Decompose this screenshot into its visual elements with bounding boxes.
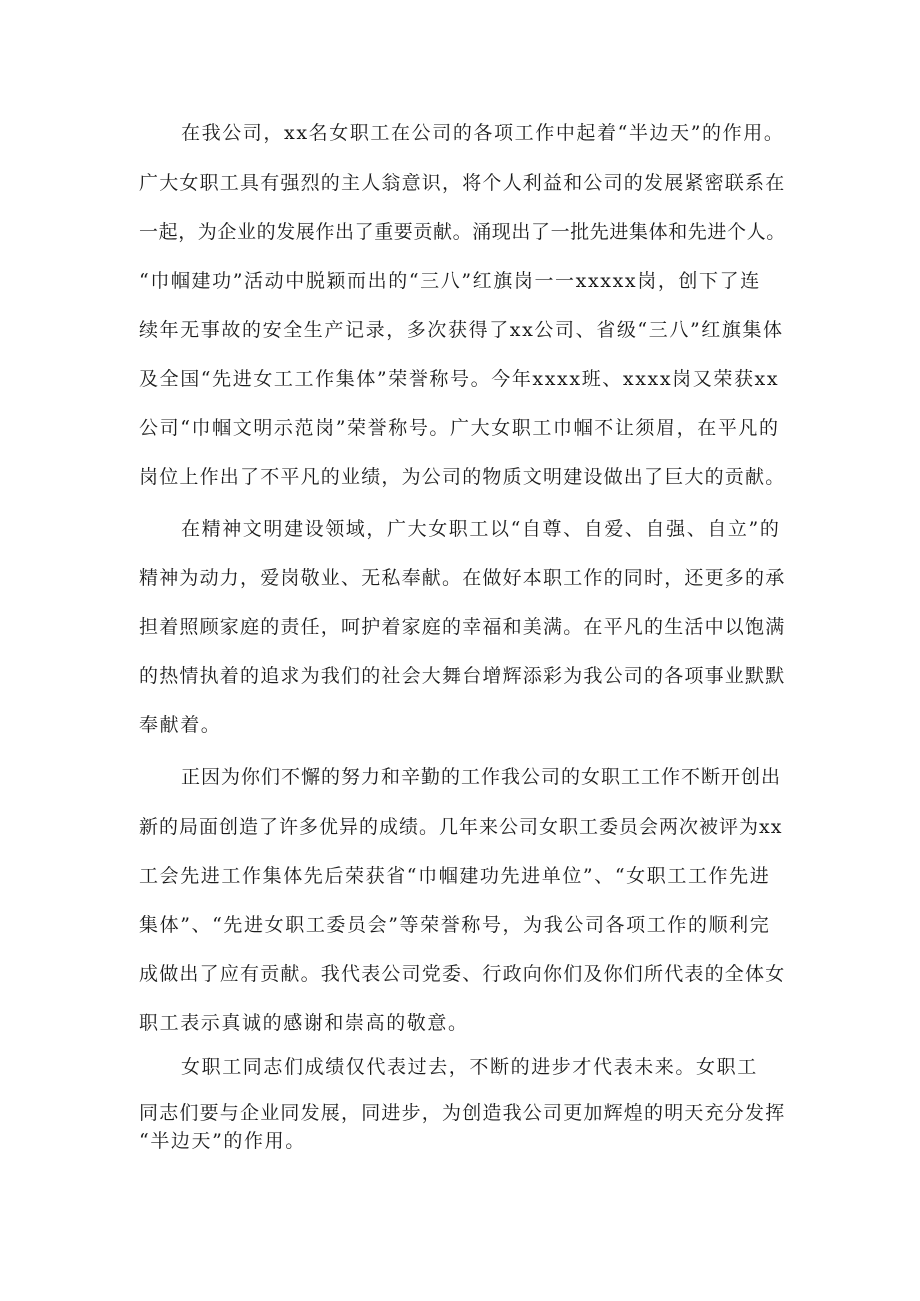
- paragraph-4-line-2: 同志们要与企业同发展，同进步，为创造我公司更加辉煌的明天充分发挥: [139, 1102, 786, 1124]
- paragraph-1-line-4: “巾帼建功”活动中脱颖而出的“三八”红旗岗一一xxxxx岗，创下了连: [139, 270, 761, 292]
- paragraph-2-line-5: 奉献着。: [139, 714, 222, 736]
- paragraph-2-line-1: 在精神文明建设领域，广大女职工以“自尊、自爱、自强、自立”的: [181, 518, 781, 540]
- paragraph-3-line-6: 职工表示真诚的感谢和崇高的敬意。: [139, 1012, 469, 1034]
- paragraph-1-line-8: 岗位上作出了不平凡的业绩，为公司的物质文明建设做出了巨大的贡献。: [139, 466, 786, 488]
- paragraph-3-line-4: 集体”、“先进女职工委员会”等荣誉称号，为我公司各项工作的顺利完: [139, 914, 771, 936]
- paragraph-4-line-1: 女职工同志们成绩仅代表过去，不断的进步才代表未来。女职工: [181, 1056, 758, 1078]
- paragraph-1-line-1: 在我公司，xx名女职工在公司的各项工作中起着“半边天”的作用。: [181, 122, 785, 144]
- paragraph-1-line-5: 续年无事故的安全生产记录，多次获得了xx公司、省级“三八”红旗集体: [139, 319, 784, 341]
- paragraph-1-line-3: 一起，为企业的发展作出了重要贡献。涌现出了一批先进集体和先进个人。: [139, 221, 786, 243]
- paragraph-3-line-2: 新的局面创造了许多优异的成绩。几年来公司女职工委员会两次被评为xx: [139, 816, 783, 838]
- paragraph-2-line-3: 担着照顾家庭的责任，呵护着家庭的幸福和美满。在平凡的生活中以饱满: [139, 616, 786, 638]
- paragraph-3-line-5: 成做出了应有贡献。我代表公司党委、行政向你们及你们所代表的全体女: [139, 963, 786, 985]
- paragraph-3-line-1: 正因为你们不懈的努力和辛勤的工作我公司的女职工工作不断开创出: [181, 766, 782, 788]
- paragraph-1-line-7: 公司“巾帼文明示范岗”荣誉称号。广大女职工巾帼不让须眉，在平凡的: [139, 417, 780, 439]
- paragraph-1-line-2: 广大女职工具有强烈的主人翁意识，将个人利益和公司的发展紧密联系在: [139, 172, 786, 194]
- paragraph-3-line-3: 工会先进工作集体先后荣获省“巾帼建功先进单位”、“女职工工作先进: [139, 865, 771, 887]
- paragraph-1-line-6: 及全国“先进女工工作集体”荣誉称号。今年xxxx班、xxxx岗又荣获xx: [139, 368, 780, 390]
- paragraph-4-line-3: “半边天”的作用。: [139, 1130, 306, 1152]
- paragraph-2-line-4: 的热情执着的追求为我们的社会大舞台增辉添彩为我公司的各项事业默默: [139, 665, 786, 687]
- paragraph-2-line-2: 精神为动力，爱岗敬业、无私奉献。在做好本职工作的同时，还更多的承: [139, 567, 786, 589]
